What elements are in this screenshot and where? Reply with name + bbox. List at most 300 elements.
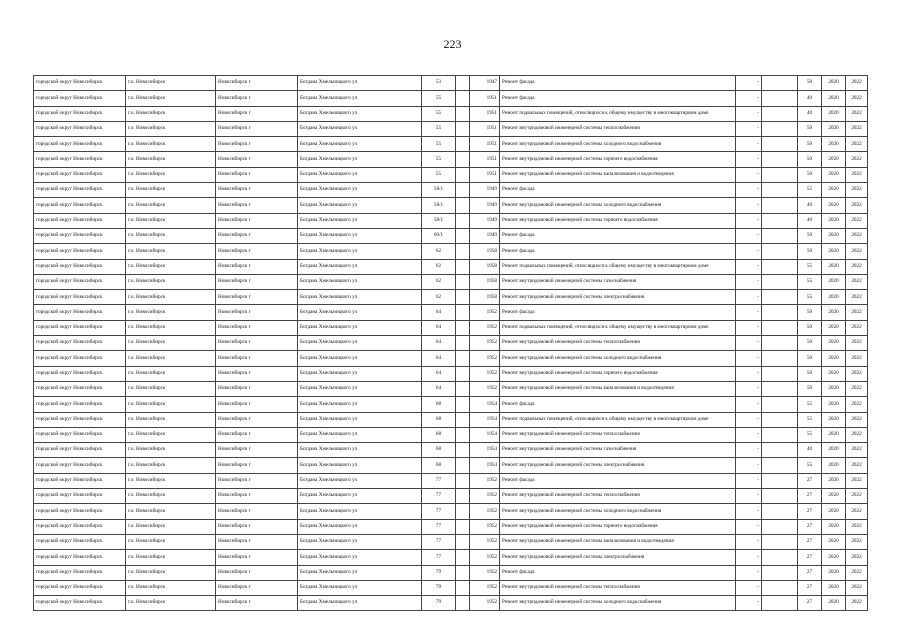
cell-locality: Новосибирск г xyxy=(216,550,298,565)
cell-city: г.о. Новосибирск xyxy=(126,489,216,504)
cell-plan-start: 2020 xyxy=(822,121,846,136)
cell-empty xyxy=(762,565,798,580)
cell-work-type: Ремонт внутридомовой инженерной системы газоснабжения xyxy=(500,274,736,289)
cell-city: г.о. Новосибирск xyxy=(126,228,216,243)
cell-value: 50 xyxy=(798,152,822,167)
cell-city: г.о. Новосибирск xyxy=(126,91,216,106)
cell-empty xyxy=(456,580,470,595)
cell-work-type: Ремонт фасада xyxy=(500,76,736,91)
cell-locality: Новосибирск г xyxy=(216,504,298,519)
cell-locality: Новосибирск г xyxy=(216,596,298,611)
cell-locality: Новосибирск г xyxy=(216,458,298,473)
cell-work-type: Ремонт внутридомовой инженерной системы теплоснабжения xyxy=(500,336,736,351)
cell-street: Богдана Хмельницкого ул xyxy=(298,519,422,534)
cell-locality: Новосибирск г xyxy=(216,106,298,121)
cell-value: 50 xyxy=(798,336,822,351)
cell-year-built: 1952 xyxy=(470,519,500,534)
cell-locality: Новосибирск г xyxy=(216,473,298,488)
cell-house: 64 xyxy=(422,305,456,320)
cell-plan-start: 2020 xyxy=(822,381,846,396)
cell-value: 27 xyxy=(798,565,822,580)
cell-work-type: Ремонт внутридомовой инженерной системы теплоснабжения xyxy=(500,489,736,504)
cell-empty xyxy=(456,381,470,396)
cell-value: 50 xyxy=(798,76,822,91)
cell-city: г.о. Новосибирск xyxy=(126,106,216,121)
cell-year-built: 1952 xyxy=(470,534,500,549)
cell-house: 77 xyxy=(422,534,456,549)
cell-street: Богдана Хмельницкого ул xyxy=(298,320,422,335)
cell-plan-start: 2020 xyxy=(822,366,846,381)
cell-district: городской округ Новосибирск xyxy=(34,534,126,549)
cell-street: Богдана Хмельницкого ул xyxy=(298,106,422,121)
cell-year-built: 1947 xyxy=(470,76,500,91)
cell-city: г.о. Новосибирск xyxy=(126,443,216,458)
cell-city: г.о. Новосибирск xyxy=(126,259,216,274)
cell-year-built: 1952 xyxy=(470,550,500,565)
cell-locality: Новосибирск г xyxy=(216,259,298,274)
cell-empty xyxy=(456,274,470,289)
table-row xyxy=(34,381,868,396)
cell-city: г.о. Новосибирск xyxy=(126,244,216,259)
cell-plan-end: 2022 xyxy=(846,489,868,504)
table-row xyxy=(34,305,868,320)
cell-street: Богдана Хмельницкого ул xyxy=(298,565,422,580)
cell-house: 55 xyxy=(422,91,456,106)
cell-city: г.о. Новосибирск xyxy=(126,550,216,565)
cell-empty xyxy=(762,228,798,243)
cell-house: 62 xyxy=(422,290,456,305)
cell-street: Богдана Хмельницкого ул xyxy=(298,366,422,381)
cell-empty xyxy=(456,550,470,565)
cell-house: 77 xyxy=(422,504,456,519)
cell-house: 68 xyxy=(422,443,456,458)
cell-city: г.о. Новосибирск xyxy=(126,152,216,167)
table-row xyxy=(34,366,868,381)
cell-locality: Новосибирск г xyxy=(216,366,298,381)
cell-empty xyxy=(456,351,470,366)
cell-district: городской округ Новосибирск xyxy=(34,489,126,504)
cell-value: 27 xyxy=(798,489,822,504)
cell-empty xyxy=(762,244,798,259)
cell-value: 50 xyxy=(798,320,822,335)
cell-dash: - xyxy=(736,76,762,91)
cell-empty xyxy=(456,458,470,473)
cell-street: Богдана Хмельницкого ул xyxy=(298,351,422,366)
cell-city: г.о. Новосибирск xyxy=(126,565,216,580)
cell-city: г.о. Новосибирск xyxy=(126,458,216,473)
cell-plan-start: 2020 xyxy=(822,213,846,228)
cell-plan-start: 2020 xyxy=(822,336,846,351)
cell-dash: - xyxy=(736,336,762,351)
cell-plan-end: 2022 xyxy=(846,198,868,213)
cell-plan-end: 2022 xyxy=(846,106,868,121)
cell-year-built: 1949 xyxy=(470,198,500,213)
cell-city: г.о. Новосибирск xyxy=(126,167,216,182)
cell-house: 79 xyxy=(422,596,456,611)
cell-plan-start: 2020 xyxy=(822,473,846,488)
cell-street: Богдана Хмельницкого ул xyxy=(298,305,422,320)
cell-plan-start: 2020 xyxy=(822,427,846,442)
cell-value: 27 xyxy=(798,519,822,534)
cell-street: Богдана Хмельницкого ул xyxy=(298,213,422,228)
cell-work-type: Ремонт подвальных помещений, относящихся к общему имуществу в многоквартирном доме xyxy=(500,320,736,335)
cell-plan-end: 2022 xyxy=(846,167,868,182)
cell-work-type: Ремонт внутридомовой инженерной системы газоснабжения xyxy=(500,443,736,458)
cell-empty xyxy=(762,412,798,427)
cell-empty xyxy=(762,366,798,381)
cell-empty xyxy=(456,167,470,182)
cell-empty xyxy=(762,213,798,228)
cell-plan-end: 2022 xyxy=(846,366,868,381)
cell-empty xyxy=(762,534,798,549)
cell-empty xyxy=(762,167,798,182)
cell-dash: - xyxy=(736,412,762,427)
cell-city: г.о. Новосибирск xyxy=(126,504,216,519)
cell-city: г.о. Новосибирск xyxy=(126,351,216,366)
cell-street: Богдана Хмельницкого ул xyxy=(298,121,422,136)
cell-street: Богдана Хмельницкого ул xyxy=(298,534,422,549)
cell-city: г.о. Новосибирск xyxy=(126,183,216,198)
cell-city: г.о. Новосибирск xyxy=(126,320,216,335)
cell-work-type: Ремонт фасада xyxy=(500,91,736,106)
cell-empty xyxy=(762,183,798,198)
cell-empty xyxy=(456,213,470,228)
cell-dash: - xyxy=(736,519,762,534)
cell-district: городской округ Новосибирск xyxy=(34,473,126,488)
table-row xyxy=(34,443,868,458)
cell-year-built: 1949 xyxy=(470,213,500,228)
cell-plan-end: 2022 xyxy=(846,580,868,595)
cell-empty xyxy=(762,397,798,412)
cell-dash: - xyxy=(736,427,762,442)
cell-house: 64 xyxy=(422,351,456,366)
cell-year-built: 1952 xyxy=(470,504,500,519)
table-row xyxy=(34,198,868,213)
cell-value: 50 xyxy=(798,137,822,152)
cell-empty xyxy=(456,596,470,611)
cell-plan-end: 2022 xyxy=(846,152,868,167)
cell-value: 55 xyxy=(798,183,822,198)
cell-dash: - xyxy=(736,580,762,595)
cell-year-built: 1954 xyxy=(470,427,500,442)
cell-plan-start: 2020 xyxy=(822,228,846,243)
cell-empty xyxy=(456,91,470,106)
cell-district: городской округ Новосибирск xyxy=(34,167,126,182)
cell-street: Богдана Хмельницкого ул xyxy=(298,91,422,106)
cell-empty xyxy=(456,473,470,488)
cell-city: г.о. Новосибирск xyxy=(126,290,216,305)
table-row xyxy=(34,274,868,289)
cell-plan-start: 2020 xyxy=(822,167,846,182)
cell-district: городской округ Новосибирск xyxy=(34,183,126,198)
cell-street: Богдана Хмельницкого ул xyxy=(298,443,422,458)
cell-locality: Новосибирск г xyxy=(216,290,298,305)
cell-plan-start: 2020 xyxy=(822,183,846,198)
cell-work-type: Ремонт фасада xyxy=(500,565,736,580)
cell-value: 50 xyxy=(798,351,822,366)
cell-street: Богдана Хмельницкого ул xyxy=(298,427,422,442)
cell-street: Богдана Хмельницкого ул xyxy=(298,397,422,412)
cell-house: 55 xyxy=(422,137,456,152)
table-row xyxy=(34,580,868,595)
cell-empty xyxy=(762,351,798,366)
cell-district: городской округ Новосибирск xyxy=(34,580,126,595)
cell-dash: - xyxy=(736,504,762,519)
cell-street: Богдана Хмельницкого ул xyxy=(298,473,422,488)
table-row xyxy=(34,137,868,152)
cell-empty xyxy=(762,91,798,106)
cell-dash: - xyxy=(736,244,762,259)
cell-district: городской округ Новосибирск xyxy=(34,504,126,519)
cell-dash: - xyxy=(736,443,762,458)
cell-dash: - xyxy=(736,91,762,106)
cell-plan-end: 2022 xyxy=(846,91,868,106)
cell-locality: Новосибирск г xyxy=(216,244,298,259)
cell-year-built: 1952 xyxy=(470,336,500,351)
table-row xyxy=(34,244,868,259)
cell-value: 27 xyxy=(798,473,822,488)
cell-plan-end: 2022 xyxy=(846,458,868,473)
table-row xyxy=(34,519,868,534)
cell-year-built: 1954 xyxy=(470,458,500,473)
cell-plan-start: 2020 xyxy=(822,443,846,458)
cell-plan-end: 2022 xyxy=(846,443,868,458)
cell-dash: - xyxy=(736,366,762,381)
cell-district: городской округ Новосибирск xyxy=(34,443,126,458)
cell-plan-start: 2020 xyxy=(822,106,846,121)
table-row xyxy=(34,167,868,182)
cell-year-built: 1958 xyxy=(470,259,500,274)
cell-empty xyxy=(762,106,798,121)
cell-city: г.о. Новосибирск xyxy=(126,473,216,488)
cell-plan-start: 2020 xyxy=(822,198,846,213)
table-row xyxy=(34,259,868,274)
cell-district: городской округ Новосибирск xyxy=(34,412,126,427)
table-body xyxy=(34,76,868,611)
cell-district: городской округ Новосибирск xyxy=(34,550,126,565)
cell-year-built: 1952 xyxy=(470,489,500,504)
cell-locality: Новосибирск г xyxy=(216,519,298,534)
cell-house: 62 xyxy=(422,259,456,274)
cell-house: 64 xyxy=(422,381,456,396)
cell-street: Богдана Хмельницкого ул xyxy=(298,137,422,152)
cell-empty xyxy=(456,152,470,167)
table-row xyxy=(34,351,868,366)
cell-district: городской округ Новосибирск xyxy=(34,519,126,534)
cell-plan-start: 2020 xyxy=(822,290,846,305)
cell-work-type: Ремонт подвальных помещений, относящихся к общему имуществу в многоквартирном доме xyxy=(500,106,736,121)
cell-work-type: Ремонт внутридомовой инженерной системы холодного водоснабжения xyxy=(500,351,736,366)
cell-work-type: Ремонт внутридомовой инженерной системы теплоснабжения xyxy=(500,427,736,442)
cell-year-built: 1952 xyxy=(470,305,500,320)
cell-plan-start: 2020 xyxy=(822,519,846,534)
cell-value: 50 xyxy=(798,228,822,243)
cell-dash: - xyxy=(736,198,762,213)
cell-plan-start: 2020 xyxy=(822,244,846,259)
cell-district: городской округ Новосибирск xyxy=(34,274,126,289)
cell-locality: Новосибирск г xyxy=(216,320,298,335)
cell-locality: Новосибирск г xyxy=(216,397,298,412)
cell-empty xyxy=(456,504,470,519)
cell-empty xyxy=(762,320,798,335)
cell-street: Богдана Хмельницкого ул xyxy=(298,259,422,274)
cell-dash: - xyxy=(736,351,762,366)
cell-year-built: 1952 xyxy=(470,473,500,488)
cell-street: Богдана Хмельницкого ул xyxy=(298,228,422,243)
cell-empty xyxy=(456,443,470,458)
cell-house: 58/1 xyxy=(422,213,456,228)
table-row xyxy=(34,534,868,549)
cell-street: Богдана Хмельницкого ул xyxy=(298,504,422,519)
cell-empty xyxy=(762,137,798,152)
cell-work-type: Ремонт фасада xyxy=(500,397,736,412)
cell-year-built: 1952 xyxy=(470,366,500,381)
table-row xyxy=(34,489,868,504)
table-row xyxy=(34,106,868,121)
cell-district: городской округ Новосибирск xyxy=(34,121,126,136)
cell-street: Богдана Хмельницкого ул xyxy=(298,167,422,182)
cell-district: городской округ Новосибирск xyxy=(34,137,126,152)
cell-locality: Новосибирск г xyxy=(216,76,298,91)
cell-city: г.о. Новосибирск xyxy=(126,397,216,412)
cell-dash: - xyxy=(736,458,762,473)
cell-dash: - xyxy=(736,473,762,488)
cell-district: городской округ Новосибирск xyxy=(34,458,126,473)
cell-district: городской округ Новосибирск xyxy=(34,427,126,442)
cell-house: 62 xyxy=(422,274,456,289)
table-row xyxy=(34,213,868,228)
cell-plan-end: 2022 xyxy=(846,473,868,488)
cell-house: 79 xyxy=(422,580,456,595)
cell-city: г.о. Новосибирск xyxy=(126,76,216,91)
cell-dash: - xyxy=(736,305,762,320)
cell-locality: Новосибирск г xyxy=(216,580,298,595)
cell-locality: Новосибирск г xyxy=(216,336,298,351)
cell-empty xyxy=(762,76,798,91)
cell-district: городской округ Новосибирск xyxy=(34,366,126,381)
cell-street: Богдана Хмельницкого ул xyxy=(298,412,422,427)
cell-empty xyxy=(762,381,798,396)
cell-dash: - xyxy=(736,397,762,412)
cell-empty xyxy=(456,198,470,213)
cell-year-built: 1952 xyxy=(470,351,500,366)
cell-plan-end: 2022 xyxy=(846,519,868,534)
cell-value: 27 xyxy=(798,504,822,519)
cell-work-type: Ремонт фасада xyxy=(500,244,736,259)
table-row xyxy=(34,504,868,519)
table-row xyxy=(34,397,868,412)
cell-work-type: Ремонт внутридомовой инженерной системы холодного водоснабжения xyxy=(500,504,736,519)
cell-locality: Новосибирск г xyxy=(216,565,298,580)
cell-plan-start: 2020 xyxy=(822,305,846,320)
cell-work-type: Ремонт фасада xyxy=(500,473,736,488)
cell-empty xyxy=(762,550,798,565)
cell-empty xyxy=(762,596,798,611)
cell-empty xyxy=(456,305,470,320)
cell-plan-end: 2022 xyxy=(846,504,868,519)
cell-empty xyxy=(762,259,798,274)
cell-empty xyxy=(762,305,798,320)
cell-district: городской округ Новосибирск xyxy=(34,397,126,412)
cell-plan-end: 2022 xyxy=(846,427,868,442)
cell-plan-end: 2022 xyxy=(846,121,868,136)
table-row xyxy=(34,121,868,136)
cell-dash: - xyxy=(736,290,762,305)
cell-value: 50 xyxy=(798,381,822,396)
cell-year-built: 1958 xyxy=(470,244,500,259)
cell-dash: - xyxy=(736,213,762,228)
cell-plan-end: 2022 xyxy=(846,351,868,366)
cell-district: городской округ Новосибирск xyxy=(34,91,126,106)
cell-city: г.о. Новосибирск xyxy=(126,274,216,289)
cell-house: 58/1 xyxy=(422,183,456,198)
cell-plan-start: 2020 xyxy=(822,137,846,152)
cell-work-type: Ремонт внутридомовой инженерной системы канализования и водоотведения xyxy=(500,534,736,549)
cell-plan-start: 2020 xyxy=(822,397,846,412)
cell-locality: Новосибирск г xyxy=(216,121,298,136)
cell-plan-end: 2022 xyxy=(846,259,868,274)
table-row xyxy=(34,320,868,335)
cell-plan-end: 2022 xyxy=(846,412,868,427)
cell-locality: Новосибирск г xyxy=(216,427,298,442)
cell-year-built: 1951 xyxy=(470,121,500,136)
cell-value: 50 xyxy=(798,244,822,259)
cell-empty xyxy=(456,137,470,152)
cell-year-built: 1952 xyxy=(470,565,500,580)
cell-dash: - xyxy=(736,550,762,565)
cell-plan-end: 2022 xyxy=(846,213,868,228)
cell-value: 55 xyxy=(798,274,822,289)
cell-work-type: Ремонт фасада xyxy=(500,183,736,198)
cell-empty xyxy=(762,290,798,305)
cell-locality: Новосибирск г xyxy=(216,167,298,182)
cell-locality: Новосибирск г xyxy=(216,198,298,213)
cell-empty xyxy=(456,336,470,351)
cell-street: Богдана Хмельницкого ул xyxy=(298,76,422,91)
cell-house: 68 xyxy=(422,458,456,473)
cell-street: Богдана Хмельницкого ул xyxy=(298,596,422,611)
cell-street: Богдана Хмельницкого ул xyxy=(298,274,422,289)
cell-plan-start: 2020 xyxy=(822,412,846,427)
cell-district: городской округ Новосибирск xyxy=(34,336,126,351)
cell-district: городской округ Новосибирск xyxy=(34,351,126,366)
cell-house: 55 xyxy=(422,152,456,167)
cell-street: Богдана Хмельницкого ул xyxy=(298,152,422,167)
table-row xyxy=(34,183,868,198)
cell-empty xyxy=(456,106,470,121)
cell-street: Богдана Хмельницкого ул xyxy=(298,381,422,396)
cell-locality: Новосибирск г xyxy=(216,351,298,366)
cell-city: г.о. Новосибирск xyxy=(126,580,216,595)
cell-locality: Новосибирск г xyxy=(216,137,298,152)
cell-empty xyxy=(762,504,798,519)
cell-house: 55 xyxy=(422,167,456,182)
cell-city: г.о. Новосибирск xyxy=(126,427,216,442)
cell-house: 60/1 xyxy=(422,228,456,243)
cell-house: 68 xyxy=(422,427,456,442)
cell-plan-start: 2020 xyxy=(822,351,846,366)
cell-plan-end: 2022 xyxy=(846,397,868,412)
cell-empty xyxy=(762,458,798,473)
cell-plan-end: 2022 xyxy=(846,534,868,549)
cell-work-type: Ремонт подвальных помещений, относящихся к общему имуществу в многоквартирном доме xyxy=(500,259,736,274)
cell-city: г.о. Новосибирск xyxy=(126,213,216,228)
cell-empty xyxy=(456,121,470,136)
cell-year-built: 1949 xyxy=(470,228,500,243)
cell-street: Богдана Хмельницкого ул xyxy=(298,244,422,259)
cell-dash: - xyxy=(736,565,762,580)
cell-street: Богдана Хмельницкого ул xyxy=(298,458,422,473)
